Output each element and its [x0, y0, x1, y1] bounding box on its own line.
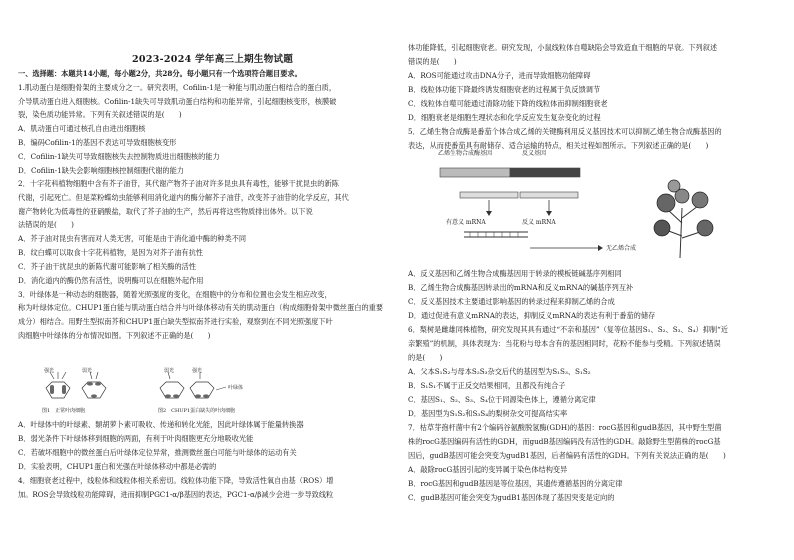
right-column [400, 0, 794, 560]
text-line: A．ROS可能通过攻击DNA分子，进而导致细胞功能障碍 [408, 71, 591, 80]
text-line: 2．十字花科植物细胞中含有芥子油苷，其代谢产物芥子油对许多昆虫具有毒性，能够干扰昆虫的新陈 [18, 179, 339, 188]
text-line: 法错误的是( ) [18, 220, 74, 229]
text-line: C．若破坏细胞中的微丝蛋白后叶绿体定位异常，推测微丝蛋白可能与叶绿体的运动有关 [18, 448, 297, 457]
text-line: C．Cofilin-1缺失可导致细胞核失去控制物质进出细胞核的能力 [18, 152, 220, 161]
exam-title: 2023-2024 学年高三上期生物试题 [132, 54, 294, 65]
text-line: B．纹白蝶可以取食十字花科植物，是因为对芥子油有抗性 [18, 248, 203, 257]
text-line: B．S₁S₁不属于正反交结果相同，且都没有纯合子 [408, 381, 566, 390]
text-line: 介导肌动蛋白进入细胞核。Cofilin-1缺失可导致肌动蛋白结构和功能异常，引起细胞核变形，核膜破 [18, 97, 337, 106]
figure-1-caption: 图1 正常叶肉细胞 [42, 408, 86, 414]
tomato-plant [654, 180, 713, 258]
text-line: 错误的是( ) [408, 57, 457, 66]
text-line: 7．枯草芽孢杆菌中有2个编码谷氨酸脱氢酶(GDH)的基因：rocG基因和gudB基因，其中野生型菌 [408, 423, 722, 432]
text-line: 体功能降低，引起细胞衰老。研究发现，小鼠线粒体自噬缺陷会导致造血干细胞的早衰。下列叙述 [408, 43, 718, 52]
text-line: 表达，从而使番茄具有耐储存、适合运输的特点，相关过程如图所示。下列叙述正确的是( ) [408, 141, 709, 150]
text-line: A．叶绿体中的叶绿素、類胡萝卜素可吸收、传递和转化光能，因此叶绿体属于能量转换器 [18, 420, 304, 429]
text-line: 1.肌动蛋白是细胞骨架的主要成分之一。研究表明，Cofilin-1是一种能与肌动蛋白相结合的蛋白质， [18, 83, 337, 92]
text-line: B．rocG基因和gudB基因是等位基因，其遗传遵循基因的分离定律 [408, 479, 623, 488]
text-line: B．线粒体功能下降最终诱发细胞衰老的过程属于负反馈调节 [408, 85, 601, 94]
strong-light-label-2: 强光 [192, 368, 203, 374]
text-line: C．芥子油干扰昆虫的新陈代谢可能影响了相关酶的活性 [18, 262, 197, 271]
text-line: 称为叶绿体定位。CHUP1蛋白能与肌动蛋白结合并与叶绿体移动有关的肌动蛋白（构成细胞骨架中微丝蛋白的重要 [18, 303, 384, 312]
antisense-mrna-label: 反义 mRNA [522, 219, 556, 226]
text-line: 肉细胞中叶绿体的分布情况如图。下列叙述不正确的是( ) [18, 331, 211, 340]
text-line: 4．细胞衰老过程中，线粒体和线粒体相关系密切。线粒体功能下降，导致活性氧自由基（ROS）增 [18, 476, 334, 485]
weak-light-cell [82, 372, 106, 398]
text-line: 代谢，引起死亡。但是菜粉蝶幼虫能够利用消化道内的酶分解芥子油苷，改变芥子油苷的化学反应，其代 [18, 193, 349, 202]
strong-light-label: 强光 [44, 368, 55, 374]
ethylene-gene-label: 乙烯生物合成酶基因 [438, 150, 493, 157]
text-line: C．反义基因技术主要通过影响基因的转录过程来抑制乙烯的合成 [408, 297, 615, 306]
text-line: D．Cofilin-1缺失会影响细胞核控制细胞代谢的能力 [18, 166, 184, 175]
antisense-gene-label: 反义基因 [522, 150, 547, 157]
text-line: 裂，染色质功能异常。下列有关叙述错误的是( ) [18, 110, 182, 119]
text-line: D．实验表明，CHUP1蛋白和光强在叶绿体移动中都是必需的 [18, 462, 217, 471]
text-line: 亲繁殖”的机制，具体表现为：当花粉与母本含有的基因相同时，花粉不能参与受精。下列叙述错误 [408, 339, 721, 348]
text-line: 株的rocG基因编码有活性的GDH，而gudB基因编码没有活性的GDH。敲除野生型菌株的rocG基 [408, 437, 721, 446]
text-line: 成分）相结合。用野生型拟南芥和CHUP1蛋白缺失型拟南芥进行实验，观察到在不同光照强度下叶 [18, 317, 333, 326]
text-line: A．父本S₁S₂与母本S₂S₃杂交后代的基因型为S₁S₃、S₁S₂ [408, 367, 591, 376]
chloroplast-label: 叶绿体 [228, 385, 244, 391]
no-ethylene-label: 无乙烯合成 [606, 245, 637, 252]
text-line: 的是( ) [408, 353, 443, 362]
text-line: D．细胞衰老是细胞生理状态和化学反应发生复杂变化的过程 [408, 113, 601, 122]
section-heading: 一、选择题：本题共14小题，每小题2分，共28分。每小题只有一个选项符合题目要求。 [18, 69, 302, 78]
text-line: B．编码Cofilin-1的基因不表达可导致细胞核变形 [18, 138, 177, 147]
text-line: A．肌动蛋白可通过核孔自由进出细胞核 [18, 124, 146, 133]
antisense-gene-diagram [420, 148, 760, 266]
text-line: A．反义基因和乙烯生物合成酶基因用于转录的模板链碱基序列相同 [408, 269, 622, 278]
text-line: 6．梨树是雌雄同株植物，研究发现其具有通过“不亲和基因”（复等位基因S₁、S₂、S₃、S₄）抑制“近 [408, 325, 728, 334]
text-line: C．基因S₁、S₂、S₃、S₄位于同源染色体上，遵循分离定律 [408, 395, 596, 404]
text-line: 谢产物转化为低毒性的亚硝酸盐，取代了芥子油的生产，然后再将这些物质排出体外。以下说 [18, 207, 313, 216]
text-line: 3．叶绿体是一种动态的细胞器，随着光照强度的变化，在细胞中的分布和位置也会发生相应改变， [18, 290, 332, 299]
text-line: B．乙烯生物合成酶基因转录出的mRNA和反义mRNA的碱基序列互补 [408, 283, 634, 292]
text-line: 因后，gudB基因可能会突变为gudB1基因，后者编码有活性的GDH。下列有关说法正确的是( ) [408, 451, 726, 460]
text-line: D．基因型为S₁S₂和S₃S₄的梨树杂交可提高结实率 [408, 409, 568, 418]
text-line: D．通过促进有意义mRNA的表达，抑制反义mRNA的表达有利于番茄的储存 [408, 311, 656, 320]
text-line: C．gudB基因可能会突变为gudB1基因体现了基因突变是定向的 [408, 493, 615, 502]
weak-light-label: 弱光 [82, 368, 93, 374]
text-line: C．线粒体自噬可能通过清除功能下降的线粒体而抑制细胞衰老 [408, 99, 608, 108]
text-line: A．敲除rocG基因引起的变异属于染色体结构变异 [408, 465, 568, 474]
sense-mrna-label: 有意义 mRNA [446, 219, 486, 226]
weak-light-label-2: 弱光 [164, 368, 175, 374]
strong-light-cell [46, 372, 70, 398]
text-line: 5．乙烯生物合成酶是番茄个体合成乙烯的关键酶利用反义基因技术可以抑制乙烯生物合成酶基因的 [408, 127, 722, 136]
text-line: A．芥子油对昆虫有害而对人类无害，可能是由于消化道中酶的种类不同 [18, 234, 247, 243]
figure-2-caption: 图2 CHUP1蛋白缺失的叶肉细胞 [158, 408, 236, 414]
text-line: 加。ROS会导致线粒功能障碍，进而抑制PGC1-α/β基因的表达，PGC1-α/β减少会进一步导致线粒 [18, 490, 334, 499]
mutant-cells [160, 372, 226, 398]
text-line: B．弱光条件下叶绿体移到细胞的两面，有利于叶肉细胞更充分地吸收光能 [18, 434, 254, 443]
text-line: D．消化道内的酶仍然有活性，说明酶可以在细胞外起作用 [18, 276, 204, 285]
